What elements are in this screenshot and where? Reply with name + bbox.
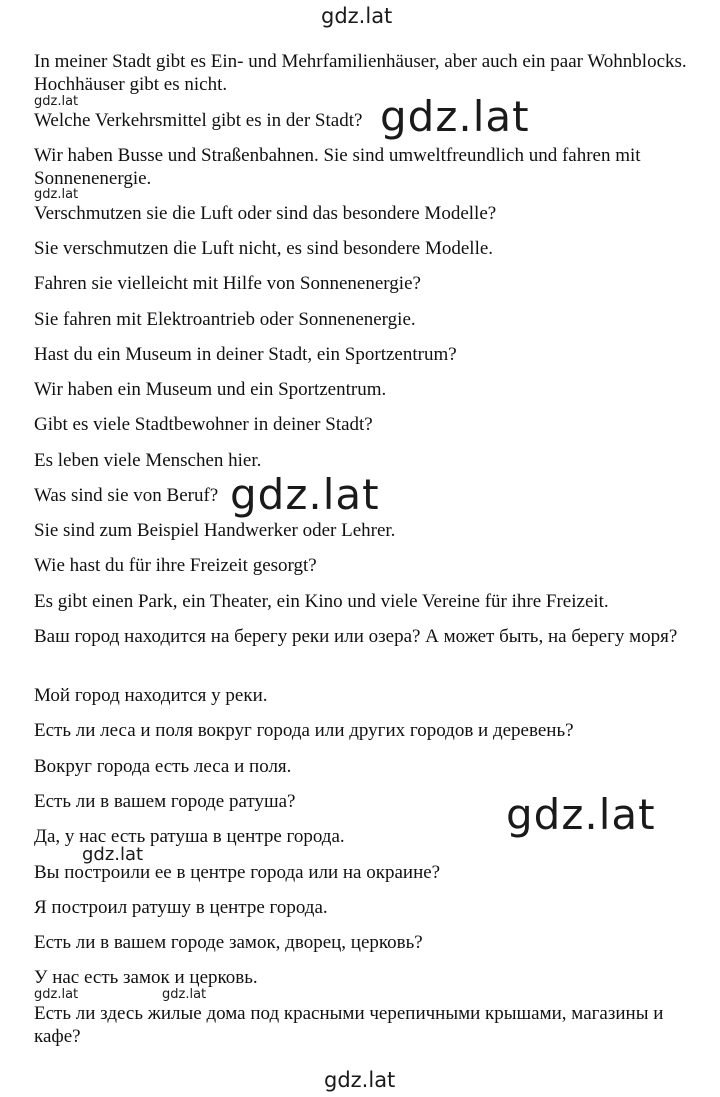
watermark-big-1: gdz.lat bbox=[380, 92, 530, 141]
text-line-13: Sie sind zum Beispiel Handwerker oder Lehrer. bbox=[34, 520, 396, 541]
text-line-11: Es leben viele Menschen hier. bbox=[34, 450, 262, 471]
text-line-17: Мой город находится у реки. bbox=[34, 685, 268, 706]
watermark-small-5: gdz.lat bbox=[162, 987, 207, 1002]
text-line-4: Verschmutzen sie die Luft oder sind das besondere Modelle? bbox=[34, 203, 497, 224]
watermark-small-1: gdz.lat bbox=[34, 94, 79, 109]
watermark-top: gdz.lat bbox=[321, 4, 393, 28]
watermark-big-3: gdz.lat bbox=[506, 790, 656, 839]
text-line-23: Я построил ратушу в центре города. bbox=[34, 897, 328, 918]
text-line-19: Вокруг города есть леса и поля. bbox=[34, 756, 292, 777]
text-line-26: Есть ли здесь жилые дома под красными черепичными крышами, магазины и кафе? bbox=[34, 1003, 664, 1047]
text-line-1: In meiner Stadt gibt es Ein- und Mehrfamilienhäuser, aber auch ein paar Wohnblocks. Hochhäuser gibt es nicht. bbox=[34, 51, 687, 95]
watermark-bottom: gdz.lat bbox=[324, 1068, 396, 1092]
text-line-7: Sie fahren mit Elektroantrieb oder Sonnenenergie. bbox=[34, 309, 416, 330]
text-line-8: Hast du ein Museum in deiner Stadt, ein Sportzentrum? bbox=[34, 344, 457, 365]
text-line-20: Есть ли в вашем городе ратуша? bbox=[34, 791, 296, 812]
text-line-22: Вы построили ее в центре города или на окраине? bbox=[34, 862, 441, 883]
text-line-3: Wir haben Busse und Straßenbahnen. Sie sind umweltfreundlich und fahren mit Sonnenenergie. bbox=[34, 145, 641, 189]
text-line-6: Fahren sie vielleicht mit Hilfe von Sonnenenergie? bbox=[34, 273, 421, 294]
text-line-15: Es gibt einen Park, ein Theater, ein Kino und viele Vereine für ihre Freizeit. bbox=[34, 591, 609, 612]
text-line-16: Ваш город находится на берегу реки или озера? А может быть, на берегу моря? bbox=[34, 626, 678, 647]
text-line-18: Есть ли леса и поля вокруг города или других городов и деревень? bbox=[34, 720, 574, 741]
text-line-9: Wir haben ein Museum und ein Sportzentrum. bbox=[34, 379, 387, 400]
watermark-big-2: gdz.lat bbox=[230, 470, 380, 519]
text-line-10: Gibt es viele Stadtbewohner in deiner Stadt? bbox=[34, 414, 373, 435]
text-line-12: Was sind sie von Beruf? bbox=[34, 485, 219, 506]
text-line-25: У нас есть замок и церковь. bbox=[34, 967, 258, 988]
watermark-small-2: gdz.lat bbox=[34, 187, 79, 202]
text-line-24: Есть ли в вашем городе замок, дворец, церковь? bbox=[34, 932, 423, 953]
text-line-21: Да, у нас есть ратуша в центре города. bbox=[34, 826, 345, 847]
text-line-2: Welche Verkehrsmittel gibt es in der Stadt? bbox=[34, 110, 363, 131]
text-line-5: Sie verschmutzen die Luft nicht, es sind besondere Modelle. bbox=[34, 238, 494, 259]
watermark-small-4: gdz.lat bbox=[34, 987, 79, 1002]
watermark-small-3: gdz.lat bbox=[82, 844, 144, 865]
text-line-14: Wie hast du für ihre Freizeit gesorgt? bbox=[34, 555, 317, 576]
